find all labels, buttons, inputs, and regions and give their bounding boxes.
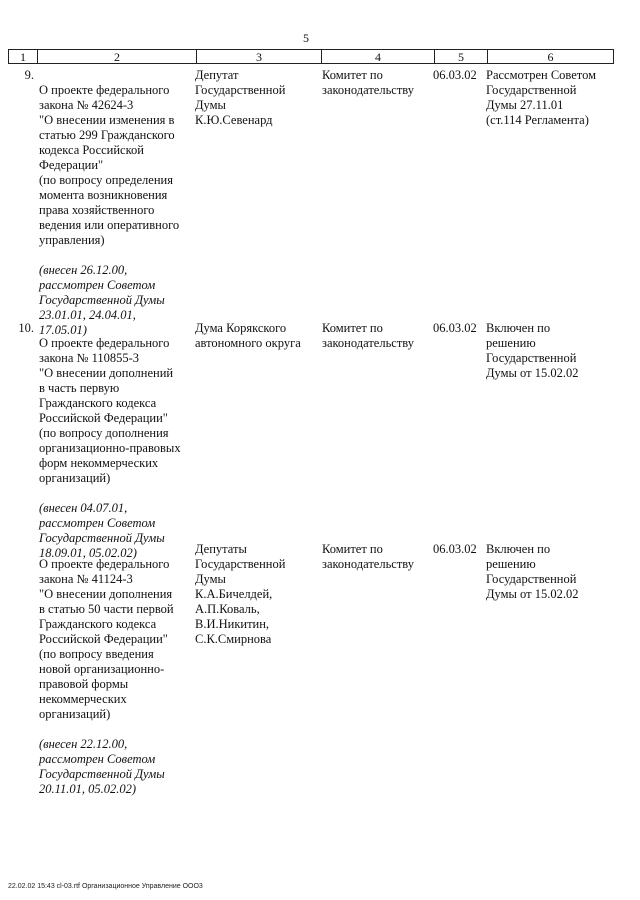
entry-number: 9.: [24, 68, 34, 82]
responsible-committee: Комитет по законодательству: [322, 321, 415, 350]
bill-description: [39, 321, 191, 576]
print-footer: 22.02.02 15:43 cl-03.rtf Организационное Управление ООО3: [8, 883, 203, 890]
column-header-3: 3: [197, 50, 322, 64]
bill-title: О проекте федерального закона № 110855-3 "О внесении дополнений в часть первую Гражданского кодекса Российской Федерации" (по вопросу дополнения организационно-правовых форм некоммерческих организаций): [39, 336, 181, 485]
column-header-6: 6: [488, 50, 614, 64]
bill-title: О проекте федерального закона № 41124-3 "О внесении дополнения в статью 50 части первой Гражданского кодекса Российской Федерации" (по вопросу введения новой организационно- правовой формы некоммерческих организаций): [39, 557, 174, 721]
column-header-1: 1: [9, 50, 38, 64]
bill-author: Дума Корякского автономного округа: [195, 321, 301, 350]
column-header-4: 4: [322, 50, 435, 64]
entry-number: 10.: [18, 321, 34, 335]
bill-description: [39, 68, 191, 353]
column-header-5: 5: [435, 50, 488, 64]
responsible-committee: Комитет по законодательству: [322, 542, 415, 571]
bill-author: Депутаты Государственной Думы К.А.Бичелдей, А.П.Коваль, В.И.Никитин, С.К.Смирнова: [195, 542, 286, 646]
page-number: 5: [303, 31, 309, 45]
column-header-2: 2: [38, 50, 197, 64]
review-date: 06.03.02: [433, 542, 477, 556]
column-number-header: [8, 49, 614, 64]
bill-status: Включен по решению Государственной Думы от 15.02.02: [486, 542, 579, 601]
bill-status: Рассмотрен Советом Государственной Думы 27.11.01 (ст.114 Регламента): [486, 68, 597, 127]
review-date: 06.03.02: [433, 68, 477, 82]
bill-author: Депутат Государственной Думы К.Ю.Севенард: [195, 68, 286, 127]
bill-title: О проекте федерального закона № 42624-3 "О внесении изменения в статью 299 Гражданского кодекса Российской Федерации" (по вопросу определения момента возникновения права хозяйственного ведения или оперативного управления): [39, 83, 180, 247]
bill-history-note: (внесен 04.07.01, рассмотрен Советом Государственной Думы 18.09.01, 05.02.02): [39, 501, 165, 560]
bill-status: Включен по решению Государственной Думы от 15.02.02: [486, 321, 579, 380]
bill-description: [39, 542, 191, 812]
responsible-committee: Комитет по законодательству: [322, 68, 415, 97]
bill-history-note: (внесен 26.12.00, рассмотрен Советом Государственной Думы 23.01.01, 24.04.01, 17.05.01): [39, 263, 165, 337]
review-date: 06.03.02: [433, 321, 477, 335]
bill-history-note: (внесен 22.12.00, рассмотрен Советом Государственной Думы 20.11.01, 05.02.02): [39, 737, 165, 796]
